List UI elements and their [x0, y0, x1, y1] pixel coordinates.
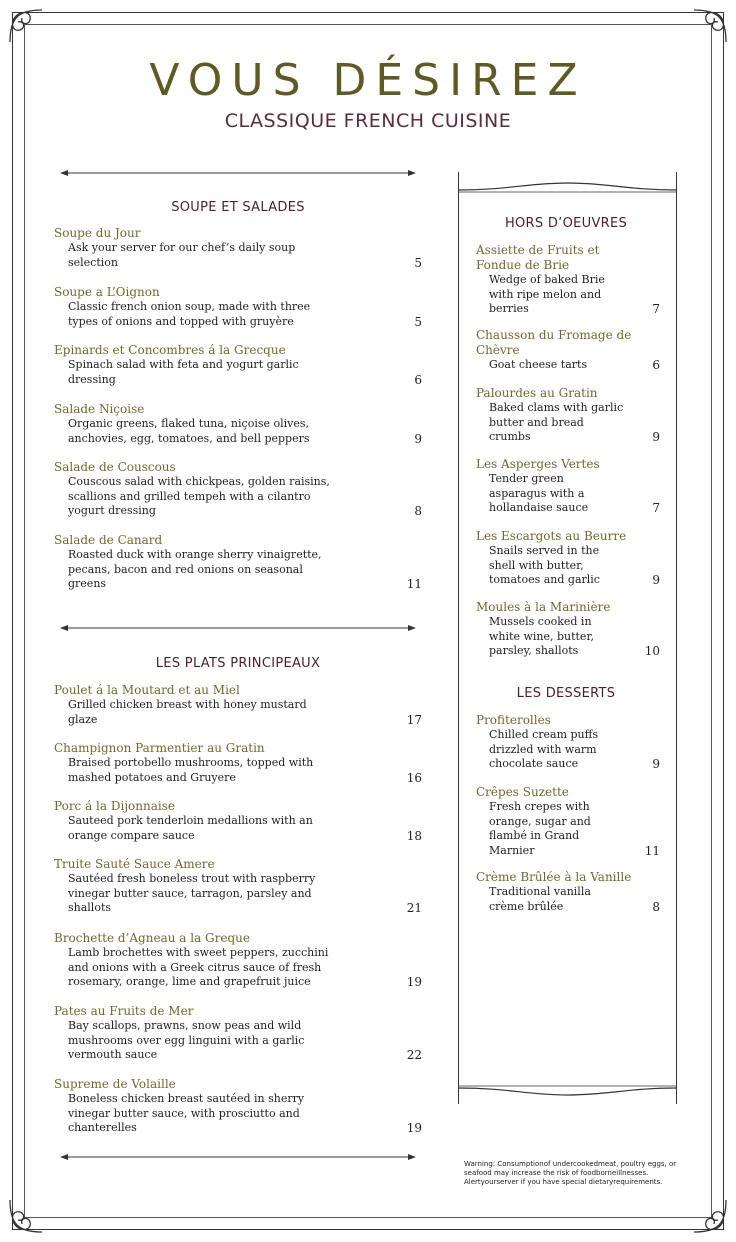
desc-line: glaze	[68, 712, 98, 726]
item-price: 9	[652, 757, 660, 772]
menu-item	[476, 328, 660, 373]
item-name: Les Asperges Vertes	[476, 457, 600, 471]
desc-line: Mussels cooked in	[489, 615, 592, 628]
desc-line: anchovies, egg, tomatoes, and bell peppers	[68, 431, 310, 445]
item-price: 18	[406, 828, 422, 843]
desc-line: Sautéed fresh boneless trout with raspberry	[68, 872, 316, 885]
item-price: 9	[414, 431, 422, 446]
desc-line: crumbs	[489, 430, 531, 444]
desc-line: chocolate sauce	[489, 757, 579, 771]
item-desc	[54, 1092, 422, 1136]
menu-item	[54, 857, 422, 916]
desc-line: orange compare sauce	[68, 828, 195, 842]
item-name: Porc á la Dijonnaise	[54, 799, 175, 813]
menu-item	[54, 741, 422, 785]
item-desc	[54, 300, 422, 329]
item-desc	[54, 548, 422, 592]
item-desc	[54, 417, 422, 446]
desc-line: Braised portobello mushrooms, topped with	[68, 756, 314, 769]
corner-ornament-top-left	[6, 6, 46, 46]
item-price: 6	[652, 358, 660, 372]
item-name: Epinards et Concombres á la Grecque	[54, 343, 286, 357]
item-price: 9	[652, 430, 660, 445]
item-desc	[476, 273, 660, 317]
item-price: 11	[644, 843, 660, 858]
menu-subtitle: CLASSIQUE FRENCH CUISINE	[224, 110, 512, 132]
menu-item	[54, 226, 422, 270]
item-name: Truite Sauté Sauce Amere	[54, 857, 215, 871]
desc-line: Boneless chicken breast sautéed in sherry	[68, 1092, 305, 1105]
item-desc	[476, 358, 660, 373]
section-title-hors: HORS D’OEUVRES	[504, 216, 628, 231]
menu-item	[54, 343, 422, 387]
menu-item	[54, 285, 422, 329]
menu-item	[54, 460, 422, 519]
desc-line: Couscous salad with chickpeas, golden raisins,	[68, 475, 330, 488]
menu-item	[54, 1004, 422, 1063]
name-line: Fondue de Brie	[476, 258, 570, 272]
desc-line: Organic greens, flaked tuna, niçoise olives,	[68, 417, 310, 430]
item-price: 10	[644, 644, 660, 659]
item-price: 7	[652, 302, 660, 317]
corner-ornament-bottom-left	[6, 1196, 46, 1236]
desc-line: shell with butter,	[489, 558, 584, 572]
desc-line: Chilled cream puffs	[489, 728, 599, 741]
desc-line: butter and bread	[489, 415, 584, 429]
desc-line: mushrooms over egg linguini with a garlic	[68, 1033, 305, 1047]
desc-line: Ask your server for our chef’s daily soup	[68, 241, 296, 254]
desc-line: Lamb brochettes with sweet peppers, zucchini	[68, 946, 329, 959]
desc-line: hollandaise sauce	[489, 501, 589, 515]
item-price: 6	[414, 372, 422, 387]
desc-line: chanterelles	[68, 1121, 137, 1135]
item-desc	[54, 814, 422, 843]
desc-line: drizzled with warm	[489, 742, 597, 756]
corner-ornament-top-right	[690, 6, 730, 46]
item-price: 11	[406, 577, 422, 592]
food-warning: Warning: Consumptionof undercookedmeat, poultry eggs, or seafood may increase the risk of foodborneillnesses. Alertyourserver if you have special dietaryrequirements.	[464, 1160, 677, 1186]
desc-line: Tender green	[489, 472, 564, 485]
section-title-desserts: LES DESSERTS	[516, 686, 616, 701]
menu-item	[54, 683, 422, 727]
item-price: 17	[406, 712, 422, 727]
desc-line: flambé in Grand	[489, 829, 580, 843]
name-line: Chèvre	[476, 343, 520, 357]
item-name: Soupe a L’Oignon	[54, 285, 160, 299]
item-desc	[476, 728, 660, 772]
desc-line: Marnier	[489, 843, 535, 857]
item-name: Crêpes Suzette	[476, 785, 569, 799]
item-desc	[54, 1019, 422, 1063]
section-title-soupe: SOUPE ET SALADES	[171, 200, 305, 215]
item-desc	[54, 698, 422, 727]
item-name: Champignon Parmentier au Gratin	[54, 741, 265, 755]
item-desc	[54, 241, 422, 270]
item-name: Salade de Couscous	[54, 460, 176, 474]
desc-line: orange, sugar and	[489, 814, 591, 828]
item-name	[476, 243, 660, 273]
right-column-border-left	[458, 172, 459, 1104]
item-name: Salade Niçoise	[54, 402, 145, 416]
item-desc	[476, 472, 660, 516]
item-desc	[54, 358, 422, 387]
item-price: 7	[652, 501, 660, 516]
menu-item	[476, 386, 660, 445]
item-name: Crème Brûlée à la Vanille	[476, 870, 632, 884]
desc-line: crème brûlée	[489, 899, 564, 913]
menu-item	[476, 529, 660, 588]
item-price: 8	[652, 899, 660, 914]
desc-line: asparagus with a	[489, 486, 585, 500]
desc-line: Bay scallops, prawns, snow peas and wild	[68, 1019, 302, 1032]
desc-line: dressing	[68, 372, 116, 386]
desc-line: vinegar butter sauce, with prosciutto and	[68, 1106, 300, 1120]
right-column-border-right	[676, 172, 677, 1104]
item-desc	[476, 800, 660, 858]
menu-item	[476, 600, 660, 659]
item-price: 16	[406, 770, 422, 785]
desc-line: parsley, shallots	[489, 644, 579, 658]
desc-line: white wine, butter,	[489, 629, 594, 643]
item-name: Profiterolles	[476, 713, 551, 727]
item-price: 19	[406, 1121, 422, 1136]
item-name: Pates au Fruits de Mer	[54, 1004, 194, 1018]
desc-line: with ripe melon and	[489, 287, 602, 301]
item-name: Les Escargots au Beurre	[476, 529, 627, 543]
item-desc	[54, 756, 422, 785]
desc-line: Traditional vanilla	[489, 885, 591, 898]
item-price: 21	[406, 901, 422, 916]
divider-top-left	[60, 168, 416, 178]
item-price: 5	[414, 255, 422, 270]
item-name: Soupe du Jour	[54, 226, 141, 240]
menu-item	[476, 870, 660, 914]
desc-line: types of onions and topped with gruyère	[68, 314, 294, 328]
desc-line: Sauteed pork tenderloin medallions with an	[68, 814, 313, 827]
item-name: Palourdes au Gratin	[476, 386, 598, 400]
menu-item	[54, 402, 422, 446]
name-line: Chausson du Fromage de	[476, 328, 632, 342]
item-name: Supreme de Volaille	[54, 1077, 176, 1091]
item-desc	[476, 401, 660, 445]
menu-item	[54, 799, 422, 843]
desc-line: Spinach salad with feta and yogurt garlic	[68, 358, 299, 371]
item-name: Brochette d’Agneau a la Greque	[54, 931, 250, 945]
divider-right-bottom	[458, 1084, 677, 1098]
item-desc	[476, 885, 660, 914]
item-desc	[476, 544, 660, 588]
item-price: 5	[414, 314, 422, 329]
menu-item	[476, 457, 660, 516]
desc-line: shallots	[68, 901, 112, 915]
item-name	[476, 328, 660, 358]
menu-item	[476, 785, 660, 858]
item-price: 22	[406, 1048, 422, 1063]
item-desc	[54, 475, 422, 519]
desc-line: Grilled chicken breast with honey mustard	[68, 698, 307, 711]
desc-line: Roasted duck with orange sherry vinaigrette,	[68, 548, 322, 561]
item-desc	[476, 615, 660, 659]
desc-line: selection	[68, 255, 118, 269]
divider-mid-left	[60, 623, 416, 633]
menu-item	[476, 713, 660, 772]
desc-line: Snails served in the	[489, 544, 600, 557]
item-price: 8	[414, 504, 422, 519]
desc-line: scallions and grilled tempeh with a cilantro	[68, 489, 311, 503]
desc-line: tomatoes and garlic	[489, 573, 600, 587]
menu-title: VOUS DÉSIREZ	[149, 55, 587, 106]
section-title-plats: LES PLATS PRINCIPEAUX	[155, 656, 321, 671]
desc-line: greens	[68, 577, 107, 591]
item-desc	[54, 872, 422, 916]
corner-ornament-bottom-right	[690, 1196, 730, 1236]
item-price: 19	[406, 975, 422, 990]
menu-item	[54, 1077, 422, 1136]
desc-line: Wedge of baked Brie	[489, 273, 605, 286]
item-name: Salade de Canard	[54, 533, 163, 547]
desc-line: rosemary, orange, lime and grapefruit juice	[68, 975, 311, 989]
desc-line: Fresh crepes with	[489, 800, 590, 813]
item-name: Moules à la Marinière	[476, 600, 611, 614]
menu-item	[54, 533, 422, 592]
menu-item	[476, 243, 660, 317]
desc-line: yogurt dressing	[68, 504, 156, 518]
item-desc	[54, 946, 422, 990]
desc-line: berries	[489, 302, 529, 316]
divider-right-top	[458, 180, 677, 194]
item-name: Poulet á la Moutard et au Miel	[54, 683, 240, 697]
desc-line: mashed potatoes and Gruyere	[68, 770, 236, 784]
item-price: 9	[652, 573, 660, 588]
desc-line: pecans, bacon and red onions on seasonal	[68, 562, 303, 576]
desc-line: vermouth sauce	[68, 1048, 158, 1062]
menu-item	[54, 931, 422, 990]
desc-line: Baked clams with garlic	[489, 401, 624, 414]
desc-line: and onions with a Greek citrus sauce of fresh	[68, 960, 322, 974]
desc-line: Goat cheese tarts	[489, 358, 588, 371]
divider-bottom-left	[60, 1152, 416, 1162]
name-line: Assiette de Fruits et	[476, 243, 600, 257]
desc-line: vinegar butter sauce, tarragon, parsley and	[68, 886, 312, 900]
desc-line: Classic french onion soup, made with three	[68, 300, 311, 313]
